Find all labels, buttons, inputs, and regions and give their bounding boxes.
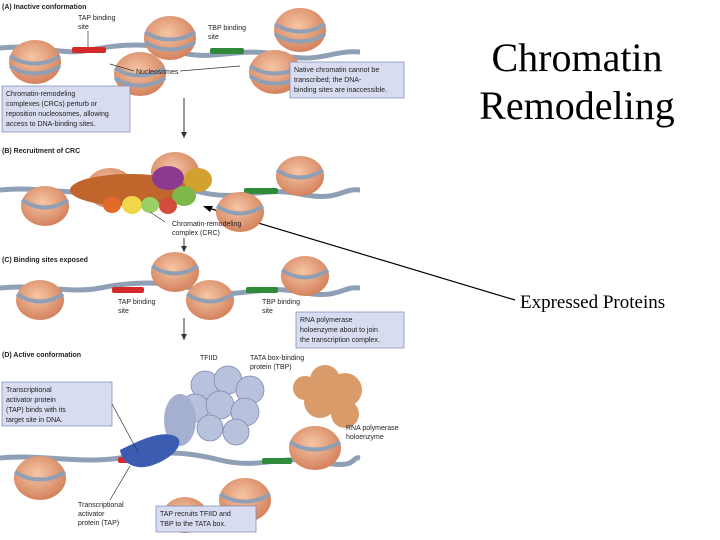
tbp-label-2: protein (TBP) <box>250 364 292 371</box>
tap-label-2: activator <box>78 511 105 518</box>
note-tap-line-2: activator protein <box>6 397 56 404</box>
nucleosomes-label: Nucleosomes <box>136 69 179 76</box>
panel-a-label: (A) Inactive conformation <box>2 4 87 11</box>
panel-b-label: (B) Recruitment of CRC <box>2 148 81 155</box>
note-tap-line-3: (TAP) binds with its <box>6 407 66 414</box>
slide-title-line-1: Chromatin <box>491 35 663 80</box>
rnap-label-1: RNA polymerase <box>346 425 399 432</box>
note-native-line-2: transcribed; the DNA- <box>294 77 362 84</box>
leader-line <box>110 466 130 500</box>
leader-line <box>112 404 138 452</box>
crc-complex <box>70 166 212 214</box>
slide-title-line-2: Remodeling <box>479 83 675 128</box>
note-rna-line-3: the transcription complex. <box>300 337 380 344</box>
nucleosome <box>14 456 66 500</box>
nucleosome <box>186 280 234 320</box>
tap-binding-site-a <box>72 47 106 53</box>
nucleosome <box>9 40 61 84</box>
panel-a-tbp-site-label-2: site <box>208 34 219 41</box>
note-crc-line-4: access to DNA-binding sites. <box>6 121 96 128</box>
tap-protein <box>120 434 179 467</box>
nucleosome <box>16 280 64 320</box>
tap-label-1: Transcriptional <box>78 502 124 509</box>
note-recruit-line-1: TAP recruits TFIID and <box>160 511 231 518</box>
nucleosome <box>289 426 341 470</box>
note-native-line-1: Native chromatin cannot be <box>294 67 380 74</box>
tfiid-complex <box>164 366 264 446</box>
note-crc-line-3: reposition nucleosomes, allowing <box>6 111 109 118</box>
panel-c-tap-site-label-2: site <box>118 308 129 315</box>
nucleosome <box>276 156 324 196</box>
nucleosome <box>21 186 69 226</box>
crc-label-1: Chromatin-remodeling <box>172 221 242 228</box>
nucleosome <box>151 252 199 292</box>
tbp-label-1: TATA box-binding <box>250 355 305 362</box>
note-recruit-line-2: TBP to the TATA box. <box>160 521 226 528</box>
panel-d-label: (D) Active conformation <box>2 352 82 359</box>
rnap-label-2: holoenzyme <box>346 434 384 441</box>
leader-line <box>180 66 240 71</box>
tap-label-3: protein (TAP) <box>78 520 120 527</box>
tfiid-label: TFIID <box>200 355 218 362</box>
tbp-binding-site-b <box>244 188 278 194</box>
callout-arrowhead <box>203 206 213 212</box>
note-crc-line-1: Chromatin-remodeling <box>6 91 76 98</box>
crc-label-2: complex (CRC) <box>172 230 220 237</box>
note-rna-line-2: holoenzyme about to join <box>300 327 378 334</box>
note-rna-line-1: RNA polymerase <box>300 317 353 324</box>
note-tap-line-1: Transcriptional <box>6 387 52 394</box>
panel-a-tap-site-label-1: TAP binding <box>78 15 116 22</box>
note-tap-line-4: target site in DNA. <box>6 417 63 424</box>
rna-polymerase-holoenzyme <box>293 365 362 428</box>
panel-c-tbp-site-label-2: site <box>262 308 273 315</box>
nucleosome <box>144 16 196 60</box>
expressed-proteins-label: Expressed Proteins <box>520 292 666 313</box>
tbp-binding-site-a <box>210 48 244 54</box>
panel-a-tbp-site-label-1: TBP binding <box>208 25 247 32</box>
panel-c-tbp-site-label-1: TBP binding <box>262 299 301 306</box>
note-native-line-3: binding sites are inaccessible. <box>294 87 387 94</box>
tap-binding-site-c <box>112 287 144 293</box>
nucleosome <box>274 8 326 52</box>
note-crc-line-2: complexes (CRCs) perturb or <box>6 101 98 108</box>
tbp-binding-site-c <box>246 287 278 293</box>
tbp-binding-site-d <box>262 458 292 464</box>
leader-line <box>150 212 165 222</box>
panel-c-label: (C) Binding sites exposed <box>2 257 88 264</box>
nucleosome <box>281 256 329 296</box>
panel-a-tap-site-label-2: site <box>78 24 89 31</box>
panel-c-tap-site-label-1: TAP binding <box>118 299 156 306</box>
note-box-recruit <box>156 506 256 532</box>
